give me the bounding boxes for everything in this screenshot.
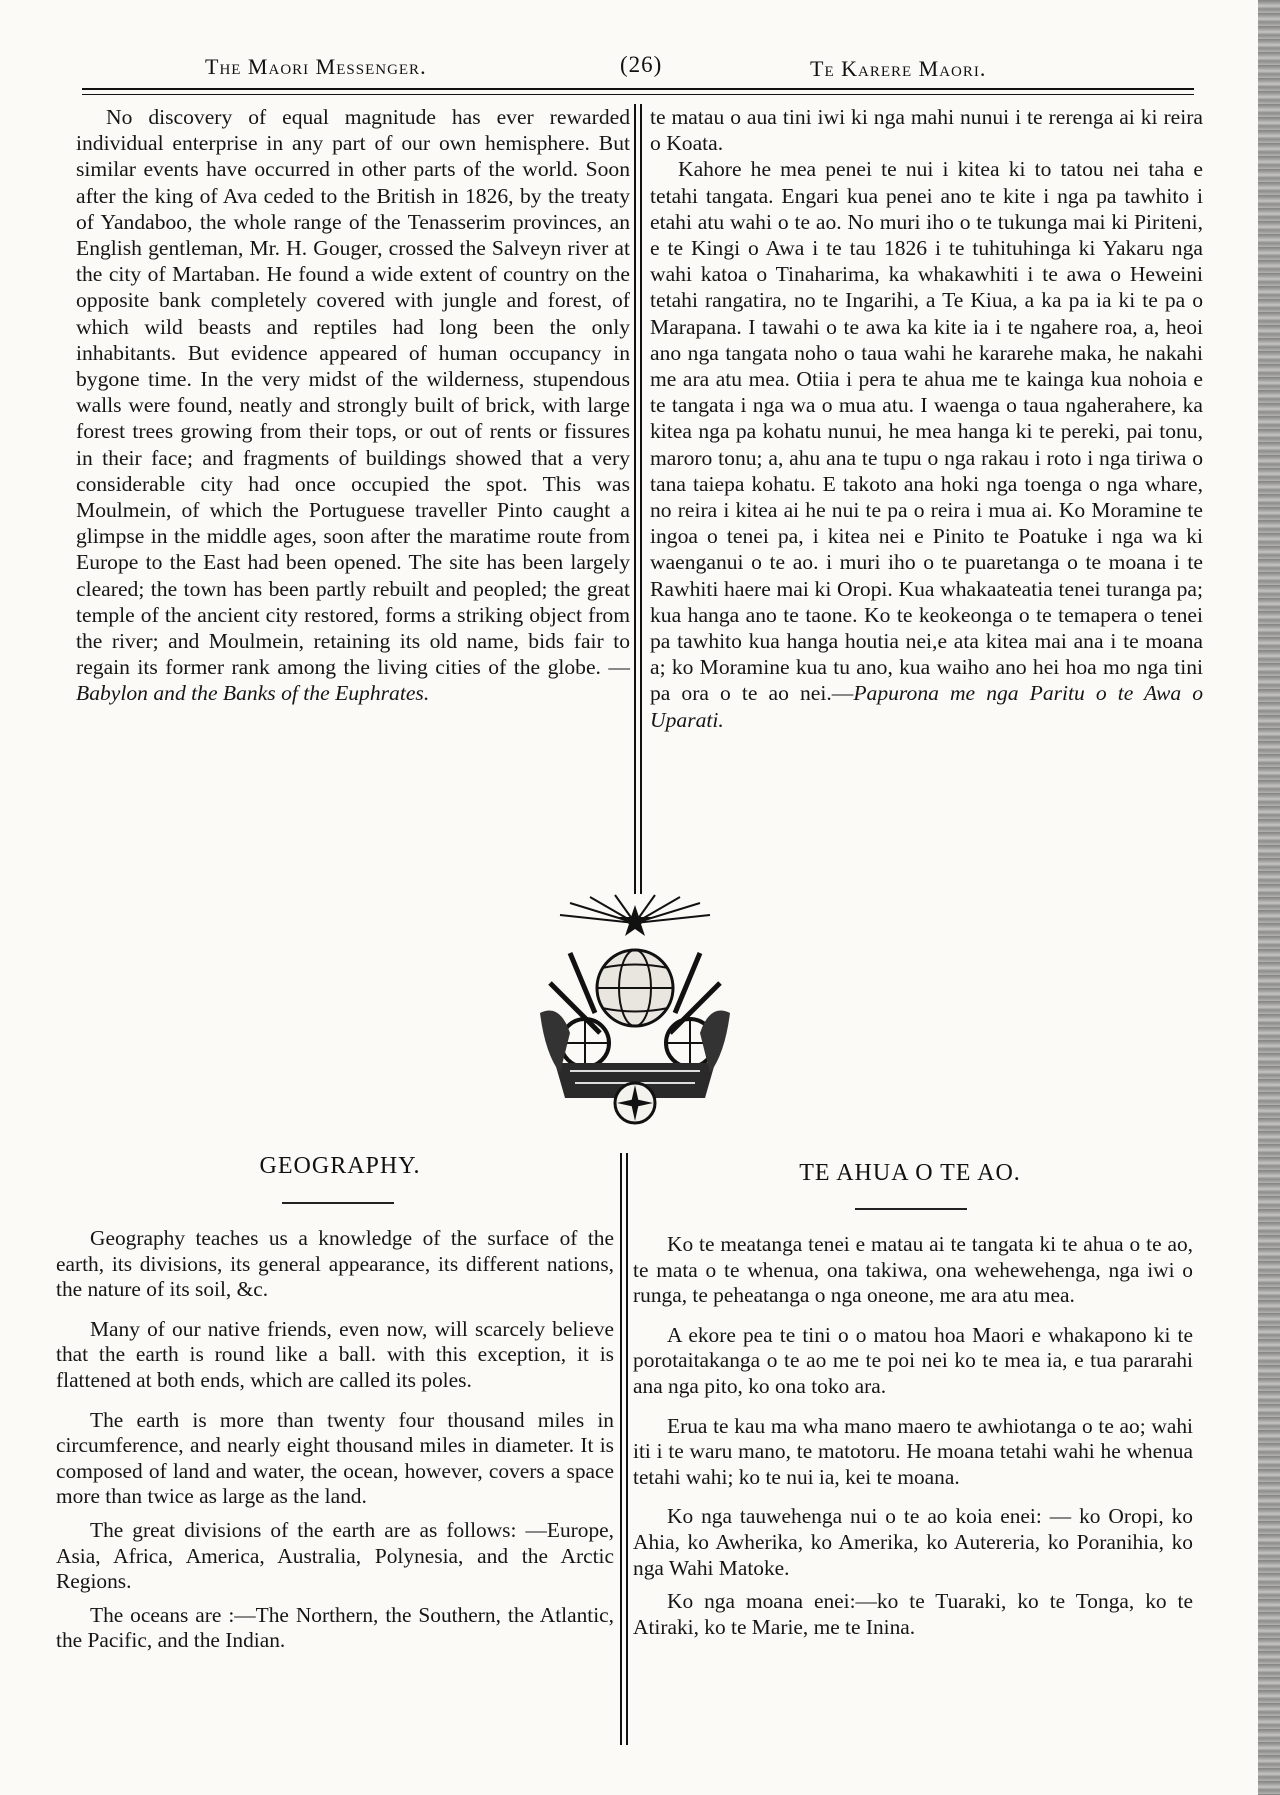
- article-paragraph: te matau o aua tini iwi ki nga mahi nunui i te rerenga ai ki reira o Koata.: [650, 105, 1203, 156]
- scan-edge: [1258, 0, 1280, 1795]
- article-paragraph: The oceans are :—The Northern, the Southern, the Atlantic, the Pacific, and the Indian.: [56, 1602, 614, 1653]
- header-rule-thin: [82, 94, 1194, 95]
- article-paragraph: Many of our native friends, even now, will scarcely believe that the earth is round like a ball. with this exception, it is flattened at both ends, which are called its poles.: [56, 1316, 614, 1392]
- article-paragraph: The earth is more than twenty four thousand miles in circumference, and nearly eight thousand miles in diameter. It is composed of land and water, the ocean, however, covers a space more than twice as large as the land.: [56, 1407, 614, 1509]
- article-credit: Babylon and the Banks of the Euphrates.: [76, 681, 430, 706]
- article-paragraph: [76, 104, 630, 707]
- section-title-te-ahua: TE AHUA O TE AO.: [799, 1160, 1021, 1186]
- column-divider-inner: [626, 1153, 628, 1745]
- article-te-ahua: [633, 1232, 1193, 1640]
- page-number: (26): [620, 52, 663, 77]
- column-divider: [620, 1153, 622, 1745]
- article-paragraph: The great divisions of the earth are as follows: —Europe, Asia, Africa, America, Australia, Polynesia, and the Arctic Regions.: [56, 1517, 614, 1594]
- article-paragraph: Geography teaches us a knowledge of the surface of the earth, its divisions, its general appearance, its different nations, the nature of its soil, &c.: [56, 1226, 614, 1302]
- article-paragraph: Ko te meatanga tenei e matau ai te tangata ki te ahua o te ao, te mata o te whenua, ona takiwa, ona wehewehenga, nga iwi o runga, te peheatanga o nga oneone, me ara atu mea.: [633, 1232, 1193, 1308]
- column-divider-inner: [640, 104, 642, 894]
- article-maori-moramine: [650, 104, 1203, 733]
- header-english-title: The Maori Messenger.: [205, 54, 427, 79]
- page-header: [80, 50, 1190, 90]
- article-paragraph: Ko nga moana enei:—ko te Tuaraki, ko te Tonga, ko te Atiraki, ko te Marie, me te Inina.: [633, 1589, 1193, 1639]
- section-title-geography: GEOGRAPHY.: [259, 1153, 421, 1179]
- article-geography: [56, 1226, 614, 1654]
- article-body: No discovery of equal magnitude has ever rewarded individual enterprise in any part of our own hemisphere. But similar events have occurred in other parts of the world. Soon after the king of Ava ceded to the British in 1826, by the treaty of Yandaboo, the whole range of the Tenasserim provinces, an English gentleman, Mr. H. Gouger, crossed the Salveyn river at the city of Martaban. He found a wide extent of country on the opposite bank completely covered with jungle and forest, of which wild beasts and reptiles had long been the only inhabitants. But evidence appeared of human occupancy in bygone time. In the very midst of the wilderness, stupendous walls were found, neatly and strongly built of brick, with large forest trees growing from their tops, or out of rents or fissures in their face; and fragments of buildings showed that a very considerable city had once occupied the spot. This was Moulmein, of which the Portuguese traveller Pinto caught a glimpse in the middle ages, soon after the maratime route from Europe to the East had been opened. The site has been largely cleared; the town has been partly rebuilt and peopled; the great temple of the ancient city restored, forms a striking object from the river; and Moulmein, retaining its old name, bids fair to regain its former rank among the living cities of the globe. —: [76, 105, 630, 680]
- article-paragraph: A ekore pea te tini o o matou hoa Maori e whakapono ki te porotaitakanga o te ao me te poi nei ko te mea ia, e tua pararahi ana nga pito, ko ona toko ara.: [633, 1322, 1193, 1398]
- globe-emblem-icon: [530, 893, 740, 1133]
- article-paragraph: Erua te kau ma wha mano maero te awhiotanga o te ao; wahi iti i te waru mano, te matotoru. He moana tetahi wahi he whenua tetahi wahi; ko te nui ia, kei te moana.: [633, 1413, 1193, 1489]
- article-paragraph: Ko nga tauwehenga nui o te ao koia enei: — ko Oropi, ko Ahia, ko Awherika, ko Amerika, ko Autereria, ko Poranihia, ko nga Wahi Matoke.: [633, 1504, 1193, 1580]
- article-credit: Papurona me nga Paritu o te Awa o Uparati.: [650, 681, 1203, 732]
- column-divider: [634, 104, 636, 894]
- header-rule: [82, 88, 1194, 90]
- section-title-rule: [855, 1208, 967, 1210]
- article-english-moulmein: [76, 104, 630, 707]
- article-body: Kahore he mea penei te nui i kitea ki to tatou nei taha e tetahi tangata. Engari kua penei ano te kite i nga pa tawhito i etahi atu wahi o te ao. No muri iho o te tukunga mai ki Piriteni, e te Kingi o Awa i te tau 1826 i te tuhituhinga ki Yakaru nga wahi katoa o Tinaharima, ka whakawhiti i te awa o Heweini tetahi rangatira, no te Ingarihi, a Te Kiua, a ka pa ia ki te pa o Marapana. I tawahi o te awa ka kite ia i te ngahere roa, a, heoi ano nga tangata noho o taua wahi he kararehe maka, he nakahi me ara atu mea. Otiia i pera te ahua me te kainga kua nohoia e te tangata i nga wa o mua atu. I waenga o taua ngaherahere, ka kitea nga pa kohatu nunui, he mea hanga ki te pereki, pai tonu, maroro tonu; a, ahu ana te tupu o nga rakau i roto i nga tiriwa o tana taiepa kohatu. E takoto ana hoki nga toenga o nga whare, no reira i kitea ai he nui te pa o reira i mua ai. Ko Moramine te ingoa o tenei pa, i kitea nei e Pinito te Poatuke i nga wa ki waenganui o te ao. i muri iho o te puaretanga o te moana i te Rawhiti haere mai ki Oropi. Kua whakaateatia tenei turanga pa; kua hanga ano te taone. Ko te keokeonga o te temapera o tenei pa tawhito kua hanga houtia nei,e ata kitea mai ana i te moana a; ko Moramine kua tu ano, kua waiho ano hei hoa mo nga tini pa ora o te ao nei.—: [650, 157, 1203, 706]
- article-paragraph: [650, 156, 1203, 732]
- header-maori-title: Te Karere Maori.: [810, 56, 987, 81]
- section-title-rule: [282, 1202, 394, 1204]
